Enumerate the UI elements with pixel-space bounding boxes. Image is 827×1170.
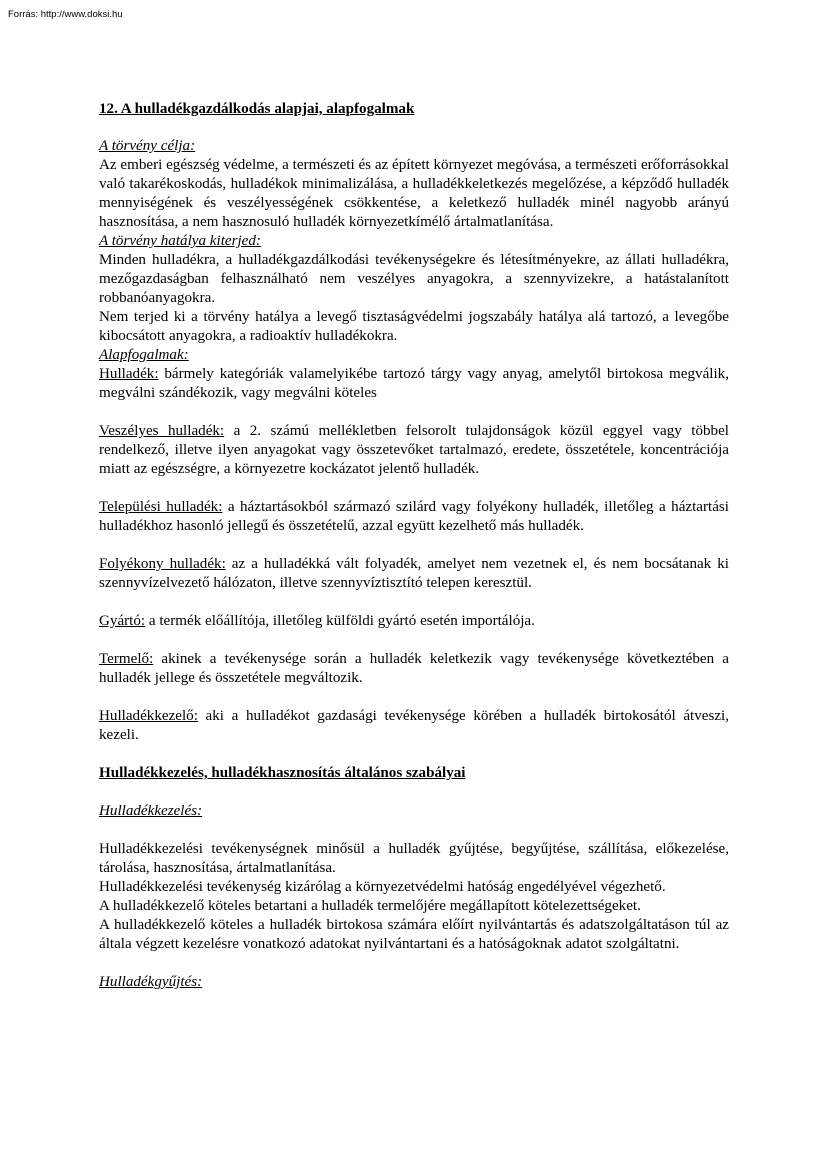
def-telepulesi-hulladek: a háztartásokból származó szilárd vagy folyékony hulladék, illetőleg a háztartási hulladékhoz hasonló jellegű és összetételű, azzal együtt kezelhető más hulladék. [99,499,729,534]
def-hulladek: bármely kategóriák valamelyikébe tartozó tárgy vagy anyag, amelytől birtokosa megválik, megválni szándékozik, vagy megválni köteles [99,366,729,401]
definition-gyarto [99,612,729,631]
term-termelo: Termelő: [99,651,154,667]
def-termelo: akinek a tevékenysége során a hulladék keletkezik vagy tevékenysége következtében a hulladék jellege és összetétele megváltozik. [99,651,729,686]
definition-hulladekkezelo [99,707,729,745]
def-folyekony-hulladek: az a hulladékká vált folyadék, amelyet nem vezetnek el, és nem bocsátanak ki szennyvízelvezető hálózaton, illetve szennyvíztisztító telepen keresztül. [99,556,729,591]
alapfogalmak-heading: Alapfogalmak: [99,347,189,363]
def-veszelyes-hulladek: a 2. számú mellékletben felsorolt tulajdonságok közül eggyel vagy többel rendelkező, illetve ilyen anyagokat vagy összetevőket tartalmazó, eredete, összetétele, koncentrációja miatt az egészségre, a környezetre kockázatot jelentő hulladék. [99,423,729,477]
term-veszelyes-hulladek: Veszélyes hulladék: [99,423,225,439]
section-heading: Hulladékkezelés, hulladékhasznosítás általános szabályai [99,765,466,781]
term-telepulesi-hulladek: Települési hulladék: [99,499,223,515]
page-title: 12. A hulladékgazdálkodás alapjai, alapfogalmak [99,101,415,117]
hulladekkezeles-text-2: Hulladékkezelési tevékenység kizárólag a környezetvédelmi hatóság engedélyével végezhető. [99,879,666,895]
definition-veszelyes-hulladek [99,422,729,479]
celja-heading: A törvény célja: [99,138,196,154]
hulladekkezeles-text-4: A hulladékkezelő köteles a hulladék birtokosa számára előírt nyilvántartás és adatszolgáltatáson túl az általa végzett kezelésre vonatkozó adatokat nyilvántartani és a hatóságoknak adatot szolgáltatni. [99,917,729,952]
term-gyarto: Gyártó: [99,613,146,629]
definition-hulladek [99,365,729,403]
hulladekkezeles-text-3: A hulladékkezelő köteles betartani a hulladék termelőjére megállapított kötelezettségeket. [99,898,641,914]
hataly-text-1: Minden hulladékra, a hulladékgazdálkodási tevékenységekre és létesítményekre, az állati hulladékra, mezőgazdaságban felhasználható nem veszélyes anyagokra, a szennyvizekre, a hatástalanított robbanóanyagokra. [99,252,729,306]
term-hulladek: Hulladék: [99,366,159,382]
hulladekgyujtes-heading: Hulladékgyűjtés: [99,974,203,990]
definition-folyekony-hulladek [99,555,729,593]
definition-termelo [99,650,729,688]
def-hulladekkezelo: aki a hulladékot gazdasági tevékenysége körében a hulladék birtokosától átveszi, kezeli. [99,708,729,743]
hulladekkezeles-heading: Hulladékkezelés: [99,803,203,819]
celja-text: Az emberi egészség védelme, a természeti és az épített környezet megóvása, a természeti erőforrásokkal való takarékoskodás, hulladékok minimalizálása, a hulladékkeletkezés megelőzése, a képződő hulladék mennyiségének és veszélyességének csökkentése, a keletkező hulladék minél nagyobb arányú hasznosítása, a nem hasznosuló hulladék környezetkímélő ártalmatlanítása. [99,157,729,230]
hataly-heading: A törvény hatálya kiterjed: [99,233,261,249]
term-folyekony-hulladek: Folyékony hulladék: [99,556,226,572]
document-page [99,100,729,992]
definition-telepulesi-hulladek [99,498,729,536]
source-url: Forrás: http://www.doksi.hu [8,9,123,20]
hulladekkezeles-text-1: Hulladékkezelési tevékenységnek minősül a hulladék gyűjtése, begyűjtése, szállítása, előkezelése, tárolása, hasznosítása, ártalmatlanítása. [99,841,729,876]
term-hulladekkezelo: Hulladékkezelő: [99,708,198,724]
def-gyarto: a termék előállítója, illetőleg külföldi gyártó esetén importálója. [145,613,535,629]
hataly-text-2: Nem terjed ki a törvény hatálya a levegő tisztaságvédelmi jogszabály hatálya alá tartozó, a levegőbe kibocsátott anyagokra, a radioaktív hulladékokra. [99,309,729,344]
